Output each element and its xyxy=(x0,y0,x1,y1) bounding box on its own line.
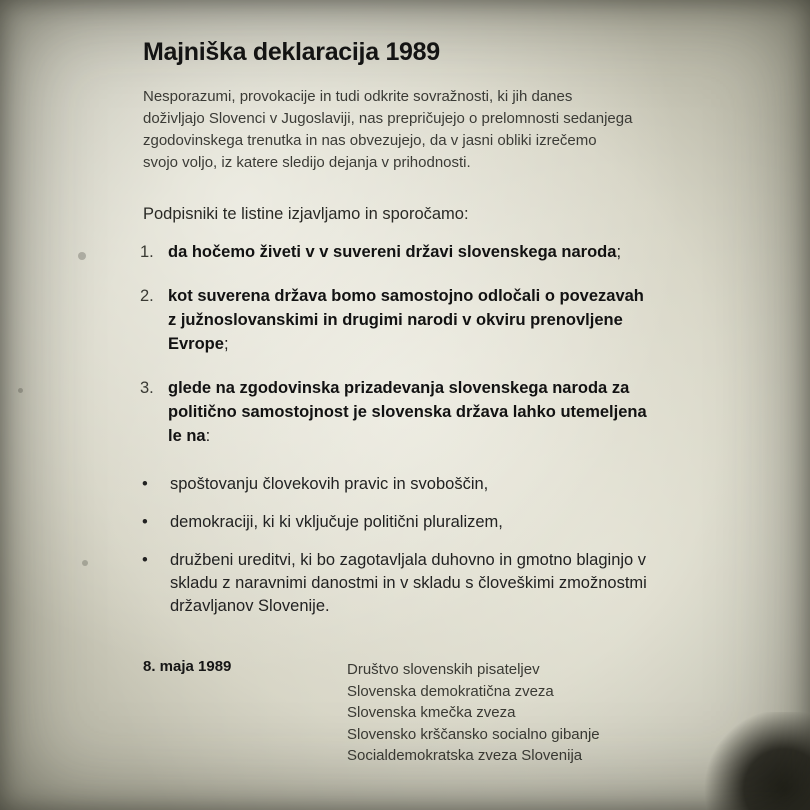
point-number: 1. xyxy=(140,243,154,261)
paper-stain xyxy=(82,560,88,566)
organization-name: Društvo slovenskih pisateljev xyxy=(347,661,540,678)
document-title: Majniška deklaracija 1989 xyxy=(143,38,440,66)
point-text: kot suverena država bomo samostojno odločali o povezavah z južnoslovanskimi in drugimi narodi v okviru prenovljene Evrope xyxy=(168,287,644,353)
bullet-mark: • xyxy=(142,513,148,531)
organization-name: Slovensko krščansko socialno gibanje xyxy=(347,725,600,743)
bullet-text: družbeni ureditvi, ki bo zagotavljala duhovno in gmotno blaginjo v skladu z naravnimi danostmi in v skladu s človeškimi zmožnostmi državljanov Slovenije. xyxy=(170,551,647,615)
paper-stain xyxy=(18,388,23,393)
point-text: da hočemo živeti v v suvereni državi slovenskega naroda xyxy=(168,243,617,261)
point-punctuation: ; xyxy=(616,243,622,261)
point-item xyxy=(140,240,650,264)
intro-paragraph: Nesporazumi, provokacije in tudi odkrite sovražnosti, ki jih danes doživljajo Slovenci v Jugoslaviji, nas prepričujejo o prelomnosti sedanjega zgodovinskega trenutka in nas obvezujejo, da v jasni obliki izrečemo svojo voljo, iz katere sledijo dejanja v prihodnosti. xyxy=(143,88,633,171)
point-item xyxy=(140,284,650,356)
point-number: 2. xyxy=(140,287,154,305)
point-number: 3. xyxy=(140,379,154,397)
bullet-item xyxy=(140,511,660,534)
bullet-item xyxy=(140,549,660,618)
point-punctuation: : xyxy=(205,427,211,445)
bullet-text: demokraciji, ki ki vključuje politični pluralizem, xyxy=(170,513,503,531)
point-item xyxy=(140,376,650,448)
point-text: glede na zgodovinska prizadevanja slovenskega naroda za politično samostojnost je slovenska država lahko utemeljena le na xyxy=(168,379,647,445)
bullet-text: spoštovanju človekovih pravic in svoboščin, xyxy=(170,475,489,493)
bullet-mark: • xyxy=(142,475,148,493)
organization-name: Slovenska kmečka zveza xyxy=(347,704,516,721)
numbered-points xyxy=(140,240,650,468)
bullet-list xyxy=(140,473,660,633)
bullet-mark: • xyxy=(142,551,148,569)
declaration-date: 8. maja 1989 xyxy=(143,658,232,675)
signatories-statement: Podpisniki te listine izjavljamo in sporočamo: xyxy=(143,205,469,223)
organization-name: Slovenska demokratična zveza xyxy=(347,682,554,700)
paper-stain xyxy=(78,252,86,260)
signatory-organizations xyxy=(347,659,600,767)
torn-corner xyxy=(700,712,810,810)
organization-name: Socialdemokratska zveza Slovenija xyxy=(347,747,583,764)
point-punctuation: ; xyxy=(223,335,229,353)
bullet-item xyxy=(140,473,660,496)
